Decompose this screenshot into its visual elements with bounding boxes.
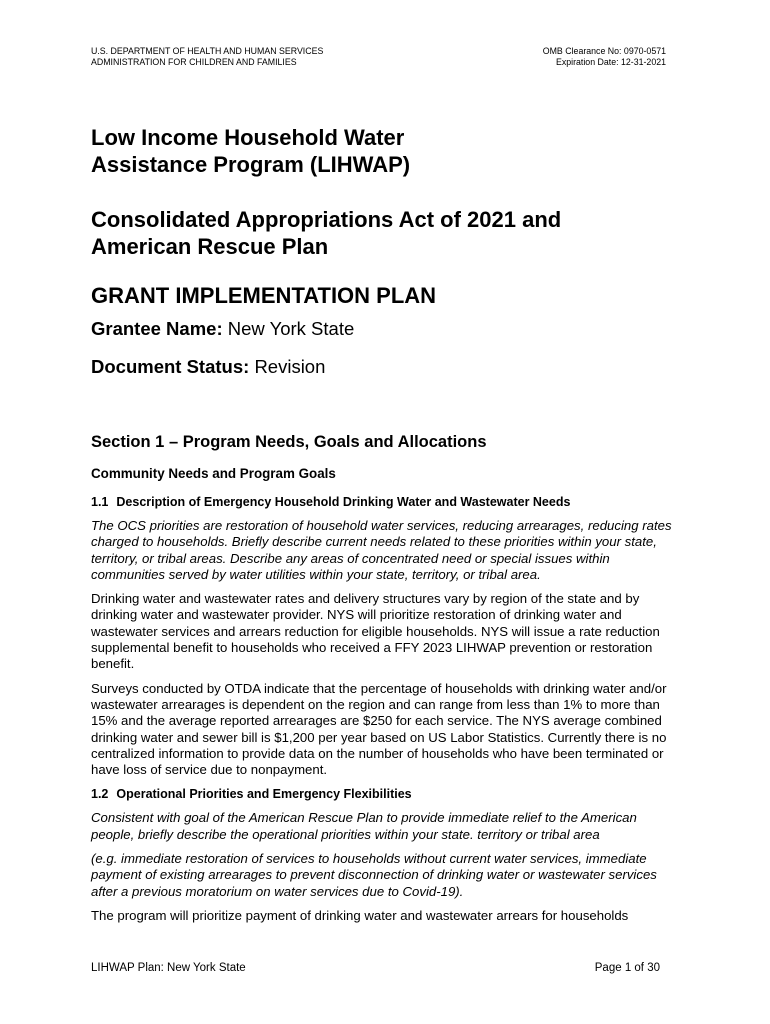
omb-clearance: OMB Clearance No: 0970-0571 [542,46,666,56]
item-1-1-response-2: Surveys conducted by OTDA indicate that the percentage of households with drinking water and/or wastewater arrearages is dependent on the region and can range from less than 1% to more than 15% and the average reported arrearages are $250 for each service. The NYS average combined drinking water and sewer bill is $1,200 per year based on US Labor Statistics. Currently there is no centralized information to provide data on the number of households who have been terminated or have loss of service due to nonpayment. [91,680,667,778]
status-line [91,355,681,379]
item-1-1-instruction: The OCS priorities are restoration of household water services, reducing arrearages, reducing rates charged to households. Briefly describe current needs related to these priorities within your state, territory, or tribal areas. Describe any areas of concentrated need or special issues within communities served by water utilities within your state, territory, or tribal area. [91,518,672,582]
grantee-value: New York State [227,318,355,339]
agency-header [91,46,323,68]
item-1-1-title: Description of Emergency Household Drinking Water and Wastewater Needs [116,495,571,509]
plan-title: GRANT IMPLEMENTATION PLAN [91,283,437,308]
grantee-line [91,317,681,341]
item-1-2-title: Operational Priorities and Emergency Flexibilities [116,787,412,802]
item-1-2-instruction-1: Consistent with goal of the American Rescue Plan to provide immediate relief to the American people, briefly describe the operational priorities within your state. territory or tribal area [91,810,637,842]
item-1-2-response-1: The program will prioritize payment of drinking water and wastewater arrears for households [91,907,629,923]
expiration-date: Expiration Date: 12-31-2021 [555,57,666,67]
footer-plan-name: LIHWAP Plan: New York State [91,962,246,974]
footer-page-number: Page 1 of 30 [594,962,660,974]
title-block [91,124,681,379]
program-title: Low Income Household Water Assistance Program (LIHWAP) [91,125,411,177]
agency-administration: ADMINISTRATION FOR CHILDREN AND FAMILIES [91,57,297,67]
item-1-1-response-1: Drinking water and wastewater rates and delivery structures vary by region of the state and by drinking water and wastewater provider. NYS will prioritize restoration of drinking water and wastewater services and arrears reduction for eligible households. NYS will issue a rate reduction supplemental benefit to households who received a FFY 2023 LIHWAP prevention or restoration benefit. [91,591,660,672]
section-heading: Section 1 – Program Needs, Goals and Allocations [91,433,487,451]
item-1-2-instruction-2: (e.g. immediate restoration of services to households without current water services, immediate payment of existing arrearages to prevent disconnection of drinking water or wastewater services after a previous moratorium on water services due to Covid-19). [91,851,657,899]
subsection-heading: Community Needs and Program Goals [91,466,336,481]
status-value: Revision [254,356,326,377]
item-1-2-heading [91,786,681,802]
status-label: Document Status: [91,356,250,377]
act-title: Consolidated Appropriations Act of 2021 and American Rescue Plan [91,207,562,259]
item-1-2-number: 1.2 [91,787,109,802]
section-1 [91,432,681,932]
item-1-1-number: 1.1 [91,495,109,509]
grantee-label: Grantee Name: [91,318,223,339]
omb-header [543,46,666,68]
agency-department: U.S. DEPARTMENT OF HEALTH AND HUMAN SERVICES [91,46,324,56]
item-1-1-heading [91,494,681,510]
